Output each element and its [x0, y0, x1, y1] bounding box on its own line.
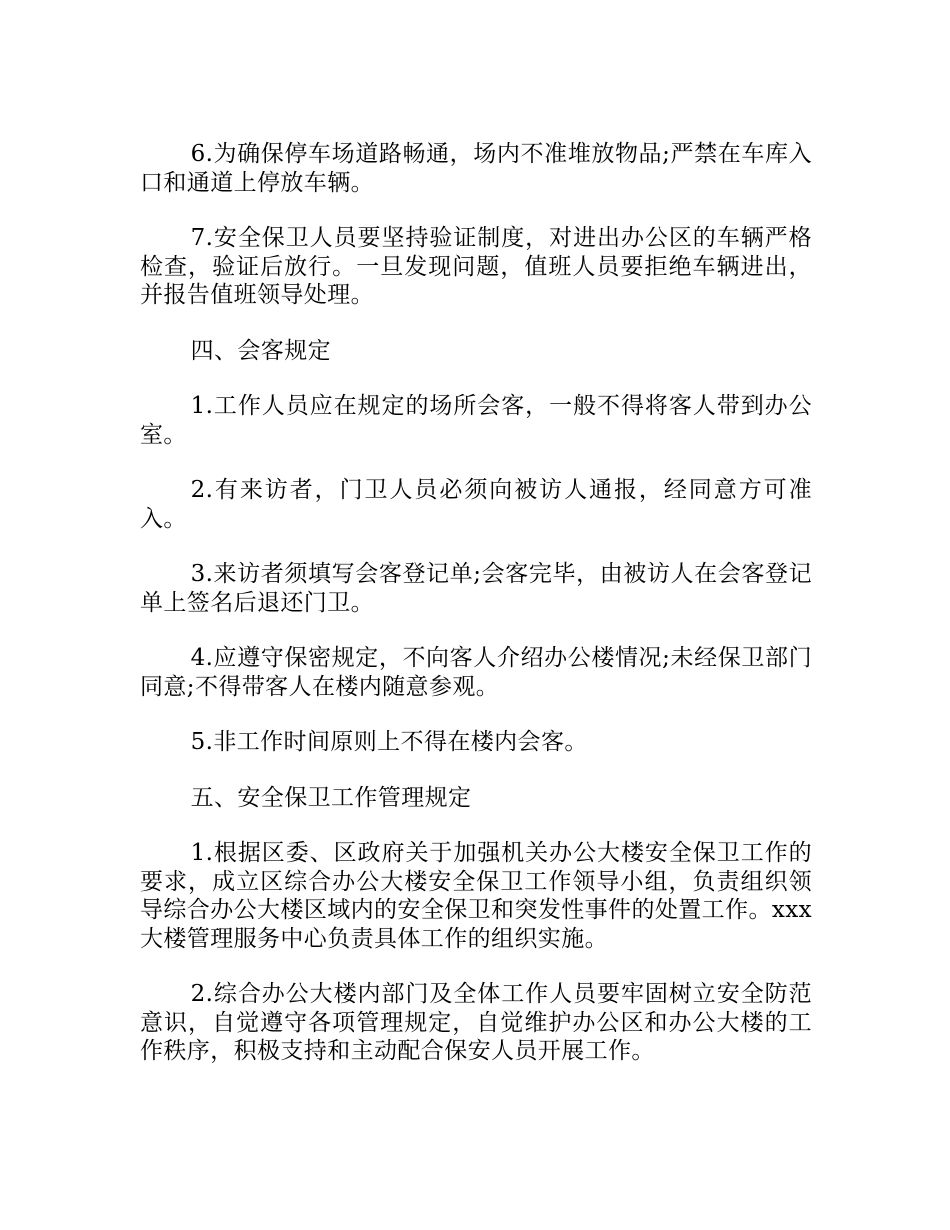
section-heading-visitors: 四、会客规定 [190, 337, 331, 364]
paragraph-visitors-5: 5.非工作时间原则上不得在楼内会客。 [190, 729, 588, 755]
document-page [140, 140, 812, 1093]
paragraph-visitors-4: 4.应遵守保密规定，不向客人介绍办公楼情况;未经保卫部门同意;不得带客人在楼内随意参观。 [140, 645, 812, 700]
paragraph-parking-6: 6.为确保停车场道路畅通，场内不准堆放物品;严禁在车库入口和通道上停放车辆。 [140, 141, 812, 196]
paragraph-parking-7: 7.安全保卫人员要坚持验证制度，对进出办公区的车辆严格检查，验证后放行。一旦发现问题，值班人员要拒绝车辆进出，并报告值班领导处理。 [140, 225, 812, 308]
paragraph-security-2: 2.综合办公大楼内部门及全体工作人员要牢固树立安全防范意识，自觉遵守各项管理规定，自觉维护办公区和办公大楼的工作秩序，积极支持和主动配合保安人员开展工作。 [140, 981, 812, 1064]
paragraph-visitors-1: 1.工作人员应在规定的场所会客，一般不得将客人带到办公室。 [140, 393, 812, 448]
paragraph-security-1: 1.根据区委、区政府关于加强机关办公大楼安全保卫工作的要求，成立区综合办公大楼安全保卫工作领导小组，负责组织领导综合办公大楼区域内的安全保卫和突发性事件的处置工作。xxx大楼管理服务中心负责具体工作的组织实施。 [140, 840, 812, 952]
paragraph-visitors-2: 2.有来访者，门卫人员必须向被访人通报，经同意方可准入。 [140, 477, 812, 532]
section-heading-security: 五、安全保卫工作管理规定 [190, 784, 472, 811]
paragraph-visitors-3: 3.来访者须填写会客登记单;会客完毕，由被访人在会客登记单上签名后退还门卫。 [140, 561, 812, 616]
